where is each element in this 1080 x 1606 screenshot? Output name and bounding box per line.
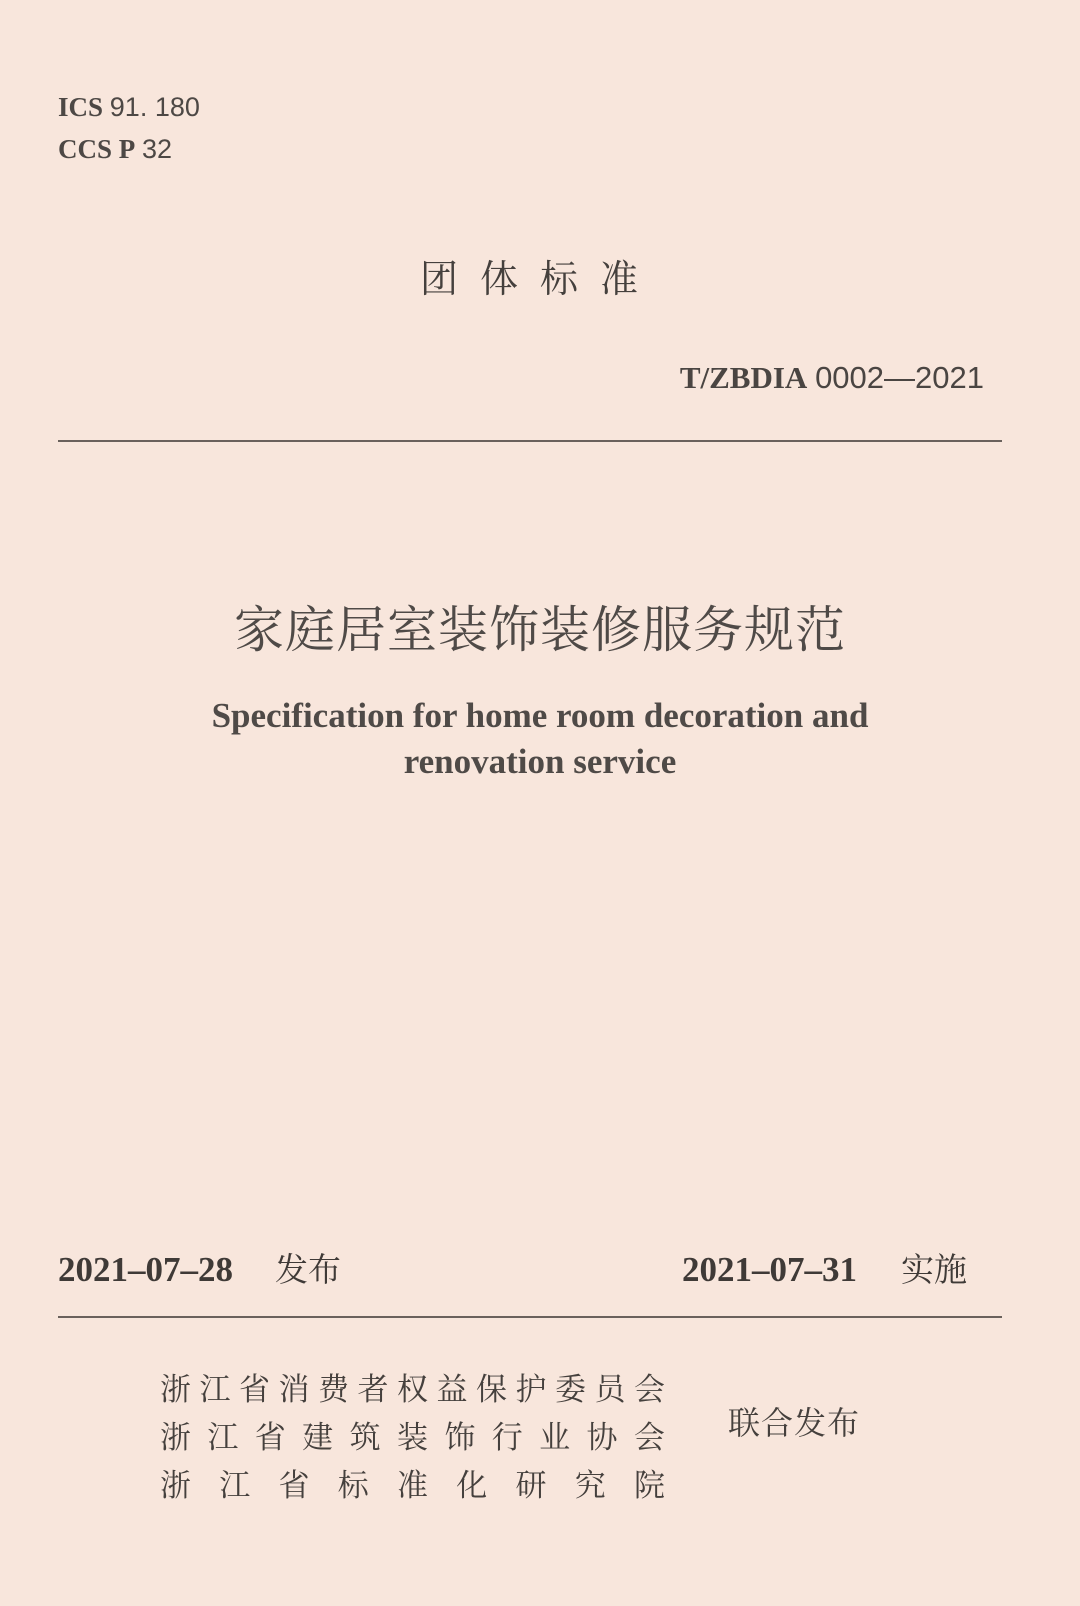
publisher-character: 江 [207, 1420, 239, 1456]
publisher-character: 保 [476, 1372, 507, 1408]
publisher-character: 浙 [160, 1372, 191, 1408]
publisher-character: 究 [574, 1468, 606, 1504]
publisher-character: 化 [456, 1468, 488, 1504]
implement-label: 实施 [901, 1250, 967, 1289]
publisher-character: 权 [397, 1372, 428, 1408]
publisher-character: 会 [634, 1372, 665, 1408]
publisher-character: 业 [539, 1420, 571, 1456]
ics-number: 91. 180 [109, 92, 200, 122]
publisher-character: 院 [634, 1468, 665, 1504]
publisher-character: 会 [633, 1420, 665, 1456]
publisher-organization [160, 1462, 665, 1510]
standard-type: 团体标准 [419, 257, 660, 301]
publisher-list [160, 1366, 665, 1510]
publisher-character: 者 [357, 1372, 389, 1408]
publisher-character: 标 [337, 1468, 369, 1504]
issue-date: 2021–07–28 [58, 1250, 233, 1289]
publisher-character: 省 [239, 1372, 270, 1408]
publisher-character: 费 [318, 1372, 349, 1408]
ccs-prefix: CCS P [58, 134, 136, 164]
publisher-character: 浙 [160, 1420, 191, 1456]
title-english-line-2: renovation service [403, 742, 677, 781]
publisher-character: 省 [278, 1468, 310, 1504]
publisher-character: 委 [555, 1372, 586, 1408]
standard-code [680, 360, 984, 396]
joint-publish-label: 联合发布 [728, 1404, 861, 1442]
publisher-character: 行 [491, 1420, 523, 1456]
publisher-character: 建 [302, 1420, 334, 1456]
publisher-character: 益 [436, 1372, 468, 1408]
issue-date-row [58, 1244, 341, 1291]
title-chinese: 家庭居室装饰装修服务规范 [234, 601, 846, 659]
publisher-character: 研 [515, 1468, 547, 1504]
publisher-character: 江 [219, 1468, 251, 1504]
top-divider [58, 440, 1002, 442]
implement-date-row [682, 1244, 967, 1291]
publisher-character: 协 [586, 1420, 618, 1456]
publisher-character: 筑 [349, 1420, 381, 1456]
publisher-character: 饰 [444, 1420, 476, 1456]
publisher-character: 浙 [160, 1468, 191, 1504]
standard-code-number: 0002—2021 [815, 360, 984, 395]
publisher-character: 员 [594, 1372, 626, 1408]
implement-date: 2021–07–31 [682, 1250, 857, 1289]
publisher-organization [160, 1414, 665, 1462]
publisher-character: 护 [515, 1372, 547, 1408]
standard-code-prefix: T/ZBDIA [679, 360, 808, 395]
publisher-organization [160, 1366, 665, 1414]
ics-prefix: ICS [58, 92, 104, 122]
publisher-character: 省 [254, 1420, 286, 1456]
publisher-character: 准 [397, 1468, 428, 1504]
publisher-character: 江 [199, 1372, 231, 1408]
ccs-number: 32 [142, 134, 173, 164]
bottom-divider [58, 1316, 1002, 1318]
publisher-character: 装 [396, 1420, 428, 1456]
ics-classification [58, 92, 200, 123]
ccs-classification [58, 134, 172, 165]
publisher-character: 消 [278, 1372, 310, 1408]
issue-label: 发布 [275, 1250, 341, 1289]
title-english-line-1: Specification for home room decoration and [211, 696, 869, 735]
